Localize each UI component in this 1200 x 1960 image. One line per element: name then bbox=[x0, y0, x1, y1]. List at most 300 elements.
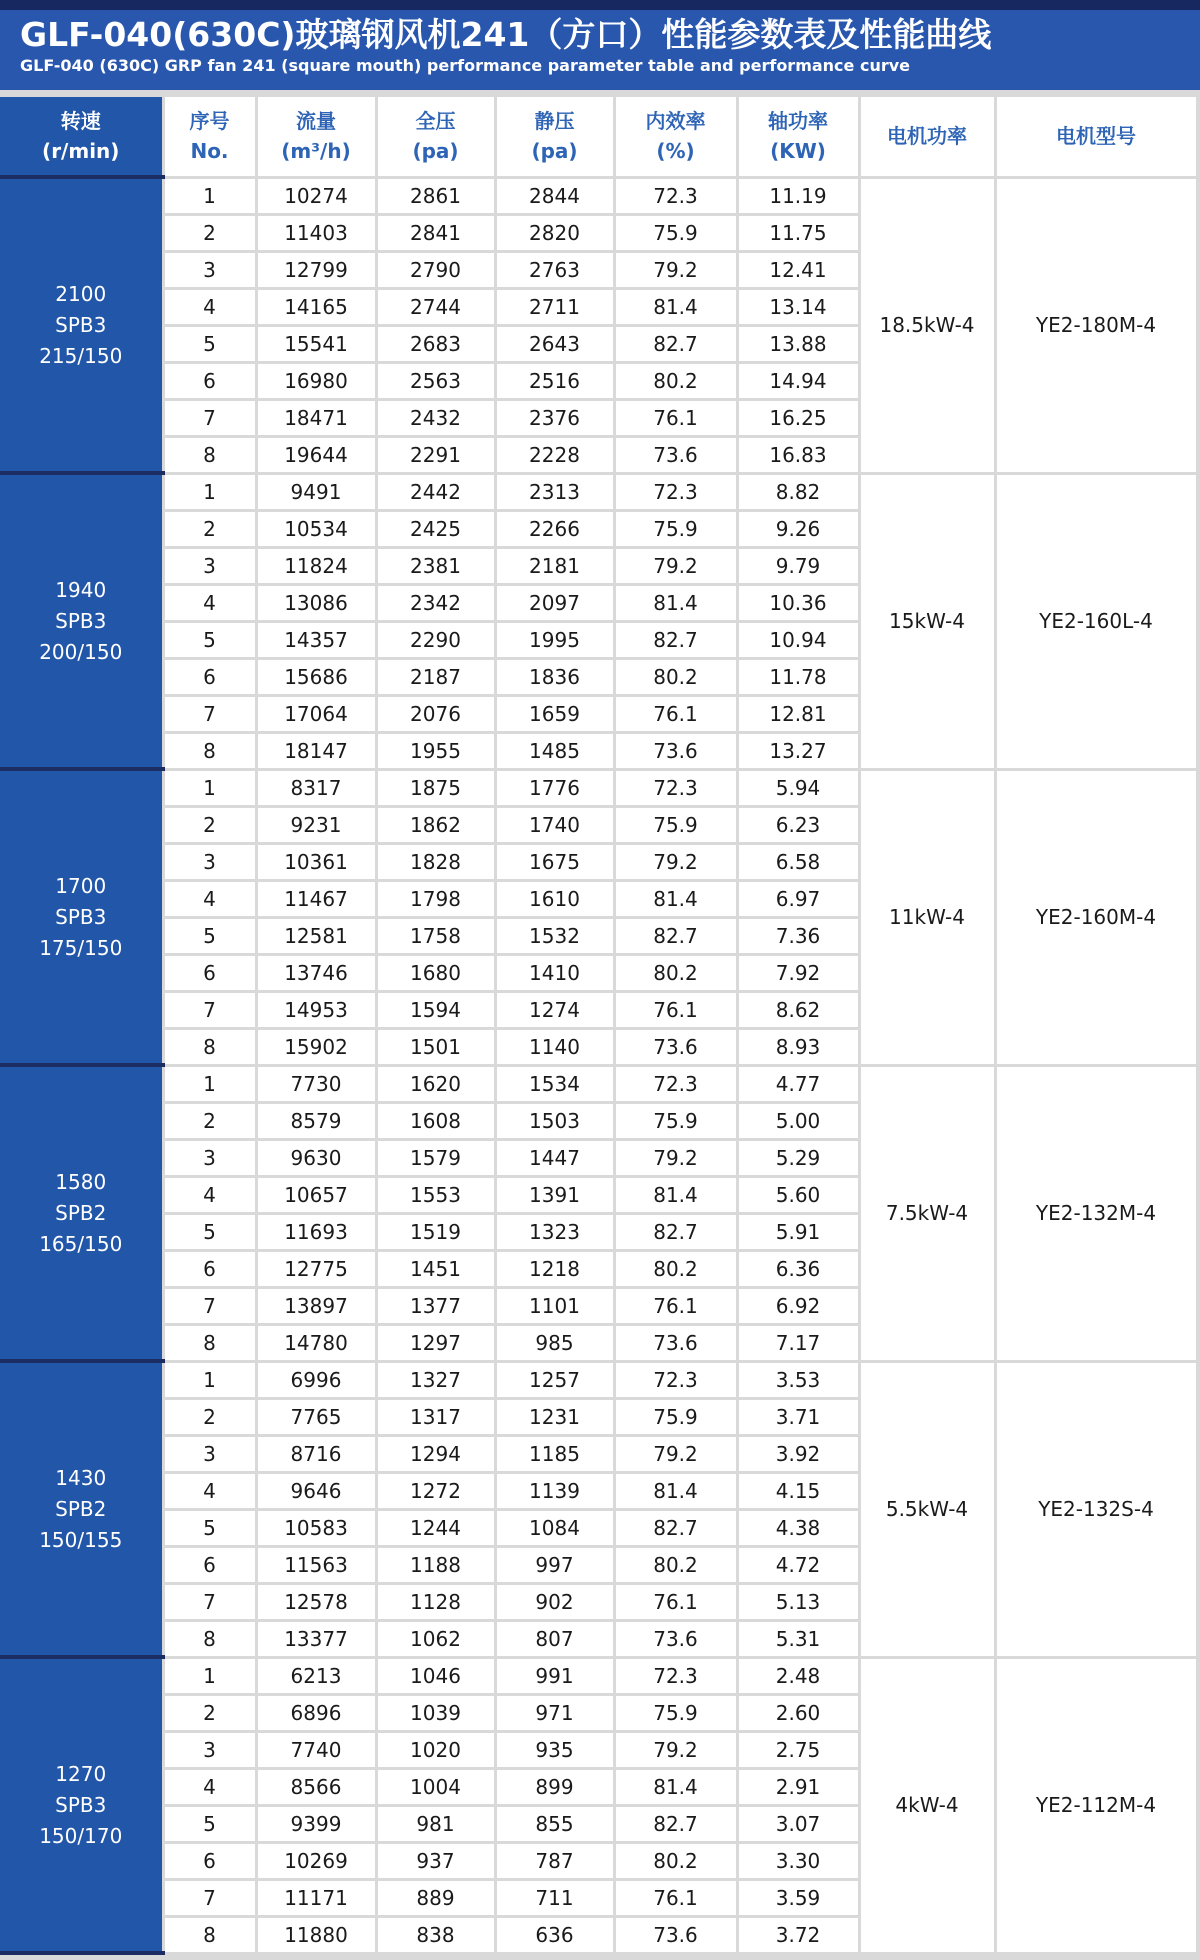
cell-total-pressure: 1553 bbox=[376, 1176, 495, 1213]
cell-static-pressure: 636 bbox=[495, 1916, 614, 1953]
cell-flow: 9231 bbox=[256, 806, 376, 843]
cell-static-pressure: 2313 bbox=[495, 473, 614, 510]
cell-no: 3 bbox=[163, 547, 256, 584]
cell-shaft-power: 16.25 bbox=[737, 399, 859, 436]
cell-efficiency: 72.3 bbox=[614, 177, 737, 214]
cell-shaft-power: 7.17 bbox=[737, 1324, 859, 1361]
column-header-motor-power: 电机功率 bbox=[859, 96, 995, 178]
cell-efficiency: 72.3 bbox=[614, 1065, 737, 1102]
cell-shaft-power: 4.38 bbox=[737, 1509, 859, 1546]
cell-total-pressure: 2442 bbox=[376, 473, 495, 510]
cell-efficiency: 79.2 bbox=[614, 843, 737, 880]
cell-no: 1 bbox=[163, 1065, 256, 1102]
cell-shaft-power: 6.36 bbox=[737, 1250, 859, 1287]
cell-total-pressure: 2861 bbox=[376, 177, 495, 214]
cell-no: 2 bbox=[163, 1694, 256, 1731]
cell-shaft-power: 5.00 bbox=[737, 1102, 859, 1139]
cell-no: 8 bbox=[163, 1620, 256, 1657]
cell-shaft-power: 5.29 bbox=[737, 1139, 859, 1176]
cell-total-pressure: 2425 bbox=[376, 510, 495, 547]
cell-flow: 11403 bbox=[256, 214, 376, 251]
cell-flow: 8566 bbox=[256, 1768, 376, 1805]
cell-no: 7 bbox=[163, 991, 256, 1028]
cell-no: 6 bbox=[163, 362, 256, 399]
cell-efficiency: 79.2 bbox=[614, 1139, 737, 1176]
cell-total-pressure: 1046 bbox=[376, 1657, 495, 1694]
cell-static-pressure: 1391 bbox=[495, 1176, 614, 1213]
cell-flow: 11693 bbox=[256, 1213, 376, 1250]
cell-no: 2 bbox=[163, 806, 256, 843]
cell-efficiency: 79.2 bbox=[614, 1435, 737, 1472]
cell-efficiency: 73.6 bbox=[614, 1324, 737, 1361]
cell-static-pressure: 1139 bbox=[495, 1472, 614, 1509]
cell-shaft-power: 6.58 bbox=[737, 843, 859, 880]
cell-shaft-power: 5.31 bbox=[737, 1620, 859, 1657]
cell-efficiency: 75.9 bbox=[614, 214, 737, 251]
cell-no: 2 bbox=[163, 510, 256, 547]
cell-efficiency: 72.3 bbox=[614, 1657, 737, 1694]
cell-no: 5 bbox=[163, 621, 256, 658]
cell-no: 1 bbox=[163, 1657, 256, 1694]
cell-motor-power: 5.5kW-4 bbox=[859, 1361, 995, 1657]
cell-efficiency: 82.7 bbox=[614, 1509, 737, 1546]
cell-total-pressure: 2744 bbox=[376, 288, 495, 325]
cell-efficiency: 80.2 bbox=[614, 1546, 737, 1583]
cell-shaft-power: 4.72 bbox=[737, 1546, 859, 1583]
cell-static-pressure: 902 bbox=[495, 1583, 614, 1620]
cell-total-pressure: 1294 bbox=[376, 1435, 495, 1472]
cell-motor-power: 7.5kW-4 bbox=[859, 1065, 995, 1361]
cell-total-pressure: 1594 bbox=[376, 991, 495, 1028]
cell-flow: 13377 bbox=[256, 1620, 376, 1657]
cell-shaft-power: 9.79 bbox=[737, 547, 859, 584]
cell-no: 4 bbox=[163, 1176, 256, 1213]
cell-flow: 8716 bbox=[256, 1435, 376, 1472]
cell-static-pressure: 1503 bbox=[495, 1102, 614, 1139]
cell-static-pressure: 1084 bbox=[495, 1509, 614, 1546]
cell-efficiency: 76.1 bbox=[614, 695, 737, 732]
cell-efficiency: 82.7 bbox=[614, 325, 737, 362]
cell-flow: 11563 bbox=[256, 1546, 376, 1583]
cell-efficiency: 81.4 bbox=[614, 288, 737, 325]
cell-total-pressure: 1680 bbox=[376, 954, 495, 991]
cell-static-pressure: 1274 bbox=[495, 991, 614, 1028]
cell-static-pressure: 787 bbox=[495, 1842, 614, 1879]
cell-motor-power: 15kW-4 bbox=[859, 473, 995, 769]
cell-no: 7 bbox=[163, 1583, 256, 1620]
speed-group-cell: 1940 SPB3 200/150 bbox=[0, 473, 163, 769]
cell-efficiency: 76.1 bbox=[614, 399, 737, 436]
cell-flow: 15902 bbox=[256, 1028, 376, 1065]
cell-static-pressure: 985 bbox=[495, 1324, 614, 1361]
cell-no: 6 bbox=[163, 1546, 256, 1583]
cell-shaft-power: 16.83 bbox=[737, 436, 859, 473]
cell-efficiency: 79.2 bbox=[614, 1731, 737, 1768]
cell-efficiency: 73.6 bbox=[614, 436, 737, 473]
cell-static-pressure: 991 bbox=[495, 1657, 614, 1694]
cell-no: 1 bbox=[163, 473, 256, 510]
cell-total-pressure: 1875 bbox=[376, 769, 495, 806]
cell-shaft-power: 13.88 bbox=[737, 325, 859, 362]
cell-no: 8 bbox=[163, 1028, 256, 1065]
cell-total-pressure: 1451 bbox=[376, 1250, 495, 1287]
cell-shaft-power: 13.14 bbox=[737, 288, 859, 325]
cell-static-pressure: 1101 bbox=[495, 1287, 614, 1324]
cell-flow: 10274 bbox=[256, 177, 376, 214]
cell-flow: 12799 bbox=[256, 251, 376, 288]
cell-efficiency: 81.4 bbox=[614, 1768, 737, 1805]
cell-shaft-power: 5.94 bbox=[737, 769, 859, 806]
speed-group-cell: 2100 SPB3 215/150 bbox=[0, 177, 163, 473]
column-header-speed: 转速 (r/min) bbox=[0, 96, 163, 178]
cell-total-pressure: 1188 bbox=[376, 1546, 495, 1583]
cell-total-pressure: 1062 bbox=[376, 1620, 495, 1657]
cell-shaft-power: 10.94 bbox=[737, 621, 859, 658]
cell-flow: 11880 bbox=[256, 1916, 376, 1953]
cell-flow: 6213 bbox=[256, 1657, 376, 1694]
cell-shaft-power: 2.60 bbox=[737, 1694, 859, 1731]
cell-static-pressure: 935 bbox=[495, 1731, 614, 1768]
cell-shaft-power: 8.62 bbox=[737, 991, 859, 1028]
cell-no: 2 bbox=[163, 1102, 256, 1139]
column-header-static-pressure: 静压 (pa) bbox=[495, 96, 614, 178]
cell-static-pressure: 1218 bbox=[495, 1250, 614, 1287]
cell-motor-model: YE2-180M-4 bbox=[995, 177, 1197, 473]
cell-efficiency: 73.6 bbox=[614, 732, 737, 769]
cell-static-pressure: 1447 bbox=[495, 1139, 614, 1176]
cell-efficiency: 80.2 bbox=[614, 1250, 737, 1287]
cell-shaft-power: 9.26 bbox=[737, 510, 859, 547]
cell-static-pressure: 2266 bbox=[495, 510, 614, 547]
cell-static-pressure: 899 bbox=[495, 1768, 614, 1805]
cell-static-pressure: 2516 bbox=[495, 362, 614, 399]
cell-efficiency: 82.7 bbox=[614, 1213, 737, 1250]
cell-total-pressure: 1798 bbox=[376, 880, 495, 917]
cell-static-pressure: 971 bbox=[495, 1694, 614, 1731]
column-header-motor-model: 电机型号 bbox=[995, 96, 1197, 178]
speed-group-cell: 1270 SPB3 150/170 bbox=[0, 1657, 163, 1953]
cell-no: 1 bbox=[163, 177, 256, 214]
cell-total-pressure: 1317 bbox=[376, 1398, 495, 1435]
cell-efficiency: 73.6 bbox=[614, 1028, 737, 1065]
table-row bbox=[0, 1657, 1197, 1694]
cell-total-pressure: 1620 bbox=[376, 1065, 495, 1102]
table-row bbox=[0, 473, 1197, 510]
cell-no: 8 bbox=[163, 1324, 256, 1361]
cell-total-pressure: 1828 bbox=[376, 843, 495, 880]
cell-shaft-power: 3.07 bbox=[737, 1805, 859, 1842]
cell-efficiency: 82.7 bbox=[614, 917, 737, 954]
cell-efficiency: 81.4 bbox=[614, 1472, 737, 1509]
cell-flow: 17064 bbox=[256, 695, 376, 732]
cell-no: 3 bbox=[163, 1731, 256, 1768]
cell-total-pressure: 1955 bbox=[376, 732, 495, 769]
cell-flow: 15541 bbox=[256, 325, 376, 362]
cell-efficiency: 75.9 bbox=[614, 1102, 737, 1139]
cell-static-pressure: 2711 bbox=[495, 288, 614, 325]
cell-shaft-power: 11.75 bbox=[737, 214, 859, 251]
cell-static-pressure: 1659 bbox=[495, 695, 614, 732]
cell-static-pressure: 2844 bbox=[495, 177, 614, 214]
cell-total-pressure: 1327 bbox=[376, 1361, 495, 1398]
cell-no: 4 bbox=[163, 880, 256, 917]
cell-efficiency: 81.4 bbox=[614, 1176, 737, 1213]
speed-group-cell: 1430 SPB2 150/155 bbox=[0, 1361, 163, 1657]
speed-group-cell: 1580 SPB2 165/150 bbox=[0, 1065, 163, 1361]
cell-static-pressure: 1995 bbox=[495, 621, 614, 658]
cell-static-pressure: 2376 bbox=[495, 399, 614, 436]
speed-group-cell: 1700 SPB3 175/150 bbox=[0, 769, 163, 1065]
column-header-efficiency: 内效率 (%) bbox=[614, 96, 737, 178]
column-header-no: 序号 No. bbox=[163, 96, 256, 178]
cell-no: 2 bbox=[163, 214, 256, 251]
cell-efficiency: 76.1 bbox=[614, 1583, 737, 1620]
cell-total-pressure: 1579 bbox=[376, 1139, 495, 1176]
cell-static-pressure: 1140 bbox=[495, 1028, 614, 1065]
cell-flow: 7765 bbox=[256, 1398, 376, 1435]
cell-shaft-power: 3.92 bbox=[737, 1435, 859, 1472]
cell-flow: 11467 bbox=[256, 880, 376, 917]
cell-shaft-power: 6.97 bbox=[737, 880, 859, 917]
cell-no: 6 bbox=[163, 954, 256, 991]
cell-efficiency: 75.9 bbox=[614, 806, 737, 843]
cell-efficiency: 80.2 bbox=[614, 1842, 737, 1879]
cell-total-pressure: 2790 bbox=[376, 251, 495, 288]
cell-total-pressure: 2290 bbox=[376, 621, 495, 658]
cell-efficiency: 80.2 bbox=[614, 362, 737, 399]
cell-no: 5 bbox=[163, 325, 256, 362]
cell-shaft-power: 4.15 bbox=[737, 1472, 859, 1509]
cell-static-pressure: 807 bbox=[495, 1620, 614, 1657]
cell-flow: 8317 bbox=[256, 769, 376, 806]
cell-flow: 11824 bbox=[256, 547, 376, 584]
cell-motor-model: YE2-132M-4 bbox=[995, 1065, 1197, 1361]
cell-flow: 11171 bbox=[256, 1879, 376, 1916]
cell-static-pressure: 1257 bbox=[495, 1361, 614, 1398]
cell-static-pressure: 1185 bbox=[495, 1435, 614, 1472]
cell-no: 6 bbox=[163, 658, 256, 695]
column-header-total-pressure: 全压 (pa) bbox=[376, 96, 495, 178]
cell-no: 2 bbox=[163, 1398, 256, 1435]
cell-total-pressure: 2841 bbox=[376, 214, 495, 251]
cell-no: 4 bbox=[163, 584, 256, 621]
cell-flow: 10657 bbox=[256, 1176, 376, 1213]
cell-shaft-power: 8.82 bbox=[737, 473, 859, 510]
cell-no: 5 bbox=[163, 917, 256, 954]
cell-shaft-power: 3.59 bbox=[737, 1879, 859, 1916]
cell-static-pressure: 2643 bbox=[495, 325, 614, 362]
cell-flow: 9630 bbox=[256, 1139, 376, 1176]
cell-static-pressure: 997 bbox=[495, 1546, 614, 1583]
cell-efficiency: 81.4 bbox=[614, 880, 737, 917]
cell-flow: 12578 bbox=[256, 1583, 376, 1620]
cell-efficiency: 81.4 bbox=[614, 584, 737, 621]
performance-table bbox=[0, 94, 1199, 1955]
cell-no: 8 bbox=[163, 1916, 256, 1953]
title-banner bbox=[0, 10, 1200, 90]
table-row bbox=[0, 1065, 1197, 1102]
cell-shaft-power: 11.78 bbox=[737, 658, 859, 695]
cell-total-pressure: 1608 bbox=[376, 1102, 495, 1139]
cell-no: 4 bbox=[163, 288, 256, 325]
cell-shaft-power: 8.93 bbox=[737, 1028, 859, 1065]
cell-motor-power: 18.5kW-4 bbox=[859, 177, 995, 473]
cell-shaft-power: 3.30 bbox=[737, 1842, 859, 1879]
cell-flow: 9399 bbox=[256, 1805, 376, 1842]
cell-static-pressure: 2097 bbox=[495, 584, 614, 621]
cell-no: 7 bbox=[163, 1287, 256, 1324]
cell-flow: 15686 bbox=[256, 658, 376, 695]
cell-total-pressure: 1501 bbox=[376, 1028, 495, 1065]
cell-flow: 14780 bbox=[256, 1324, 376, 1361]
cell-efficiency: 82.7 bbox=[614, 1805, 737, 1842]
cell-flow: 19644 bbox=[256, 436, 376, 473]
cell-motor-power: 4kW-4 bbox=[859, 1657, 995, 1953]
cell-total-pressure: 1004 bbox=[376, 1768, 495, 1805]
cell-static-pressure: 1740 bbox=[495, 806, 614, 843]
cell-static-pressure: 2181 bbox=[495, 547, 614, 584]
cell-no: 8 bbox=[163, 436, 256, 473]
cell-static-pressure: 1534 bbox=[495, 1065, 614, 1102]
cell-efficiency: 76.1 bbox=[614, 1287, 737, 1324]
cell-efficiency: 76.1 bbox=[614, 991, 737, 1028]
cell-static-pressure: 855 bbox=[495, 1805, 614, 1842]
cell-flow: 7730 bbox=[256, 1065, 376, 1102]
cell-total-pressure: 889 bbox=[376, 1879, 495, 1916]
table-body bbox=[0, 177, 1197, 1953]
cell-efficiency: 75.9 bbox=[614, 510, 737, 547]
cell-shaft-power: 10.36 bbox=[737, 584, 859, 621]
cell-flow: 13086 bbox=[256, 584, 376, 621]
cell-total-pressure: 981 bbox=[376, 1805, 495, 1842]
cell-no: 8 bbox=[163, 732, 256, 769]
cell-total-pressure: 1297 bbox=[376, 1324, 495, 1361]
cell-flow: 16980 bbox=[256, 362, 376, 399]
cell-total-pressure: 1244 bbox=[376, 1509, 495, 1546]
cell-static-pressure: 1836 bbox=[495, 658, 614, 695]
cell-efficiency: 79.2 bbox=[614, 251, 737, 288]
cell-total-pressure: 1862 bbox=[376, 806, 495, 843]
cell-shaft-power: 14.94 bbox=[737, 362, 859, 399]
cell-shaft-power: 3.72 bbox=[737, 1916, 859, 1953]
cell-total-pressure: 1128 bbox=[376, 1583, 495, 1620]
page-title: GLF-040(630C)玻璃钢风机241（方口）性能参数表及性能曲线 bbox=[20, 15, 992, 54]
cell-flow: 12775 bbox=[256, 1250, 376, 1287]
cell-flow: 18147 bbox=[256, 732, 376, 769]
cell-no: 6 bbox=[163, 1842, 256, 1879]
cell-no: 1 bbox=[163, 769, 256, 806]
cell-motor-model: YE2-132S-4 bbox=[995, 1361, 1197, 1657]
cell-shaft-power: 2.91 bbox=[737, 1768, 859, 1805]
cell-flow: 6996 bbox=[256, 1361, 376, 1398]
cell-efficiency: 80.2 bbox=[614, 658, 737, 695]
cell-total-pressure: 1758 bbox=[376, 917, 495, 954]
cell-no: 5 bbox=[163, 1805, 256, 1842]
cell-total-pressure: 2187 bbox=[376, 658, 495, 695]
table-row bbox=[0, 1361, 1197, 1398]
cell-efficiency: 73.6 bbox=[614, 1620, 737, 1657]
table-header-row bbox=[0, 96, 1197, 178]
cell-shaft-power: 3.71 bbox=[737, 1398, 859, 1435]
cell-no: 5 bbox=[163, 1213, 256, 1250]
cell-flow: 18471 bbox=[256, 399, 376, 436]
cell-no: 6 bbox=[163, 1250, 256, 1287]
cell-efficiency: 72.3 bbox=[614, 769, 737, 806]
cell-shaft-power: 4.77 bbox=[737, 1065, 859, 1102]
cell-static-pressure: 711 bbox=[495, 1879, 614, 1916]
cell-shaft-power: 5.91 bbox=[737, 1213, 859, 1250]
cell-shaft-power: 3.53 bbox=[737, 1361, 859, 1398]
cell-total-pressure: 1272 bbox=[376, 1472, 495, 1509]
cell-no: 3 bbox=[163, 251, 256, 288]
table-row bbox=[0, 769, 1197, 806]
cell-static-pressure: 1532 bbox=[495, 917, 614, 954]
cell-efficiency: 72.3 bbox=[614, 473, 737, 510]
cell-motor-power: 11kW-4 bbox=[859, 769, 995, 1065]
cell-total-pressure: 2563 bbox=[376, 362, 495, 399]
cell-static-pressure: 1776 bbox=[495, 769, 614, 806]
page-subtitle: GLF-040 (630C) GRP fan 241 (square mouth) performance parameter table and performance curve bbox=[20, 55, 911, 75]
cell-static-pressure: 2228 bbox=[495, 436, 614, 473]
cell-total-pressure: 2342 bbox=[376, 584, 495, 621]
cell-shaft-power: 5.60 bbox=[737, 1176, 859, 1213]
cell-no: 4 bbox=[163, 1768, 256, 1805]
cell-efficiency: 72.3 bbox=[614, 1361, 737, 1398]
cell-shaft-power: 5.13 bbox=[737, 1583, 859, 1620]
cell-flow: 7740 bbox=[256, 1731, 376, 1768]
column-header-flow: 流量 (m³/h) bbox=[256, 96, 376, 178]
cell-shaft-power: 2.75 bbox=[737, 1731, 859, 1768]
cell-shaft-power: 7.92 bbox=[737, 954, 859, 991]
cell-no: 5 bbox=[163, 1509, 256, 1546]
cell-shaft-power: 2.48 bbox=[737, 1657, 859, 1694]
cell-no: 7 bbox=[163, 1879, 256, 1916]
cell-flow: 14953 bbox=[256, 991, 376, 1028]
cell-total-pressure: 2381 bbox=[376, 547, 495, 584]
cell-flow: 6896 bbox=[256, 1694, 376, 1731]
cell-total-pressure: 1377 bbox=[376, 1287, 495, 1324]
cell-motor-model: YE2-160L-4 bbox=[995, 473, 1197, 769]
cell-efficiency: 75.9 bbox=[614, 1694, 737, 1731]
cell-efficiency: 75.9 bbox=[614, 1398, 737, 1435]
cell-total-pressure: 937 bbox=[376, 1842, 495, 1879]
cell-shaft-power: 7.36 bbox=[737, 917, 859, 954]
cell-no: 1 bbox=[163, 1361, 256, 1398]
cell-flow: 10583 bbox=[256, 1509, 376, 1546]
cell-motor-model: YE2-160M-4 bbox=[995, 769, 1197, 1065]
column-header-shaft-power: 轴功率 (KW) bbox=[737, 96, 859, 178]
cell-no: 4 bbox=[163, 1472, 256, 1509]
cell-flow: 10534 bbox=[256, 510, 376, 547]
cell-static-pressure: 1323 bbox=[495, 1213, 614, 1250]
cell-flow: 9646 bbox=[256, 1472, 376, 1509]
cell-total-pressure: 2076 bbox=[376, 695, 495, 732]
cell-efficiency: 73.6 bbox=[614, 1916, 737, 1953]
cell-total-pressure: 1039 bbox=[376, 1694, 495, 1731]
cell-shaft-power: 12.81 bbox=[737, 695, 859, 732]
cell-flow: 9491 bbox=[256, 473, 376, 510]
cell-static-pressure: 1231 bbox=[495, 1398, 614, 1435]
cell-flow: 13897 bbox=[256, 1287, 376, 1324]
cell-flow: 14357 bbox=[256, 621, 376, 658]
cell-efficiency: 76.1 bbox=[614, 1879, 737, 1916]
cell-shaft-power: 11.19 bbox=[737, 177, 859, 214]
cell-shaft-power: 6.23 bbox=[737, 806, 859, 843]
table-row bbox=[0, 177, 1197, 214]
cell-shaft-power: 12.41 bbox=[737, 251, 859, 288]
cell-flow: 10361 bbox=[256, 843, 376, 880]
cell-static-pressure: 2763 bbox=[495, 251, 614, 288]
